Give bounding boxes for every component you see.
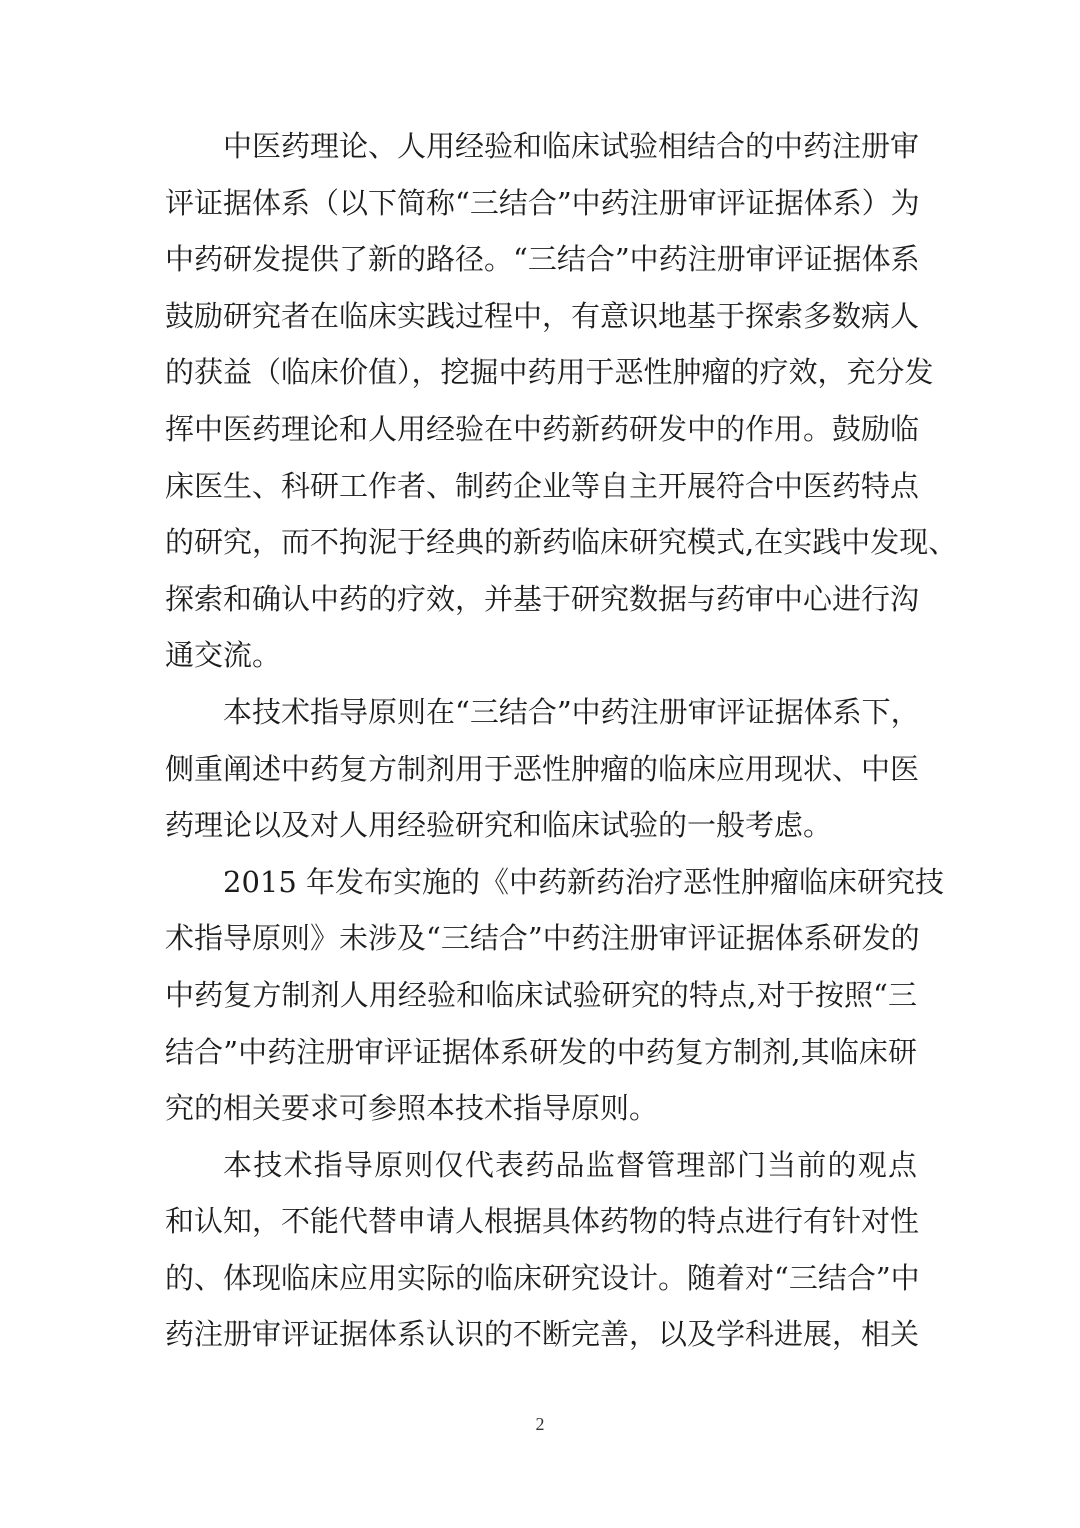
paragraph-line: 本技术指导原则在“三结合”中药注册审评证据体系下， — [223, 694, 920, 729]
paragraph-line: 药注册审评证据体系认识的不断完善，以及学科进展，相关 — [165, 1317, 920, 1352]
paragraph-1 — [165, 118, 958, 684]
paragraph-line: 究的相关要求可参照本技术指导原则。 — [165, 1091, 659, 1126]
paragraph-line: 的、体现临床应用实际的临床研究设计。随着对“三结合”中 — [165, 1260, 920, 1295]
paragraph-line: 本技术指导原则仅代表药品监督管理部门当前的观点 — [223, 1147, 917, 1182]
paragraph-line: 中药研发提供了新的路径。“三结合”中药注册审评证据体系 — [165, 242, 920, 277]
paragraph-4 — [165, 1137, 920, 1363]
paragraph-line: 和认知，不能代替申请人根据具体药物的特点进行有针对性 — [165, 1204, 920, 1239]
paragraph-line: 挥中医药理论和人用经验在中药新药研发中的作用。鼓励临 — [165, 411, 920, 446]
paragraph-line: 2015 年发布实施的《中药新药治疗恶性肿瘤临床研究技 — [223, 864, 945, 899]
paragraph-line: 术指导原则》未涉及“三结合”中药注册审评证据体系研发的 — [165, 921, 920, 956]
paragraph-line: 侧重阐述中药复方制剂用于恶性肿瘤的临床应用现状、中医 — [165, 751, 920, 786]
paragraph-line: 鼓励研究者在临床实践过程中，有意识地基于探索多数病人 — [165, 298, 920, 333]
paragraph-line: 探索和确认中药的疗效，并基于研究数据与药审中心进行沟 — [165, 581, 920, 616]
paragraph-line: 药理论以及对人用经验研究和临床试验的一般考虑。 — [165, 808, 833, 843]
page-number: 2 — [535, 1414, 545, 1434]
paragraph-line: 中药复方制剂人用经验和临床试验研究的特点,对于按照“三 — [165, 977, 917, 1012]
paragraph-line: 中医药理论、人用经验和临床试验相结合的中药注册审 — [223, 129, 920, 163]
paragraph-line: 床医生、科研工作者、制药企业等自主开展符合中医药特点 — [165, 468, 920, 503]
document-body — [165, 118, 958, 1363]
paragraph-2 — [165, 684, 920, 854]
paragraph-line: 通交流。 — [165, 638, 282, 673]
paragraph-line: 的研究，而不拘泥于经典的新药临床研究模式,在实践中发现、 — [165, 525, 958, 560]
paragraph-3 — [165, 854, 945, 1137]
paragraph-line: 结合”中药注册审评证据体系研发的中药复方制剂,其临床研 — [165, 1034, 917, 1069]
paragraph-line: 的获益（临床价值），挖掘中药用于恶性肿瘤的疗效，充分发 — [165, 355, 934, 390]
paragraph-line: 评证据体系（以下简称“三结合”中药注册审评证据体系）为 — [165, 185, 920, 220]
